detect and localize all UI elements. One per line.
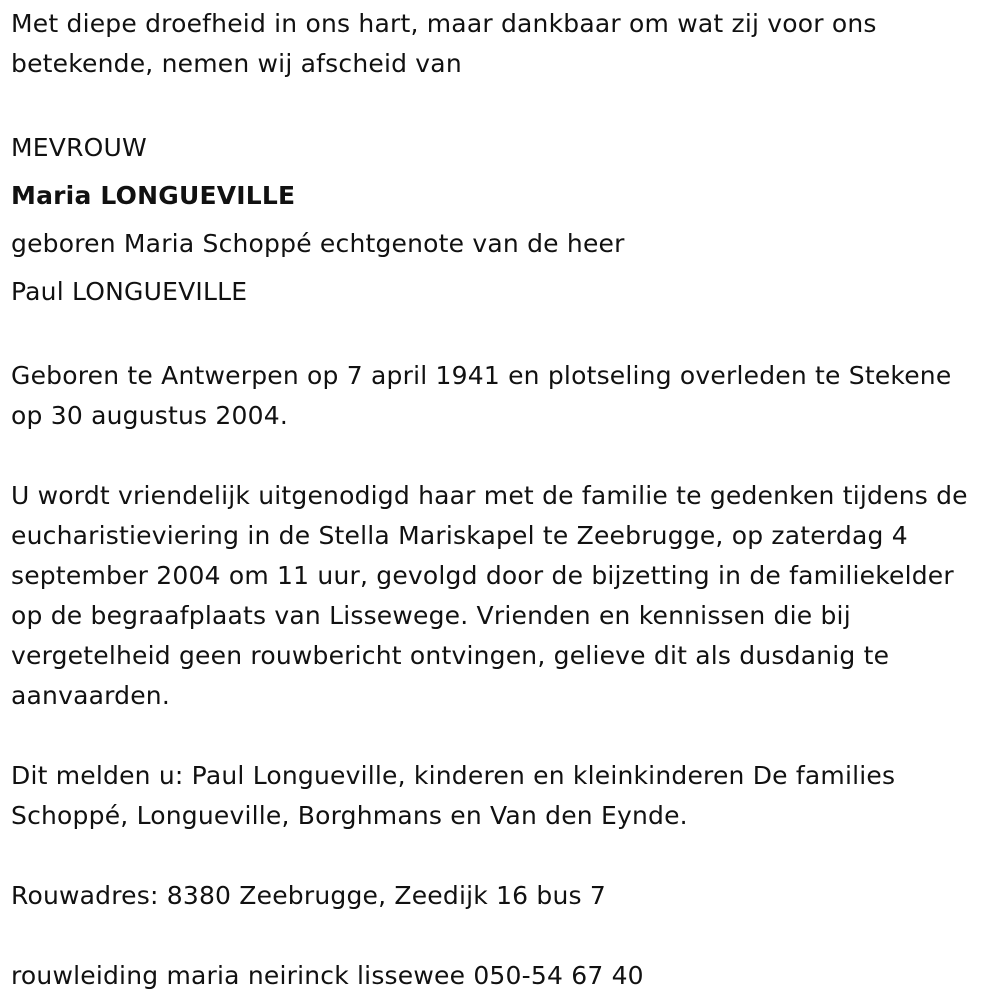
funeral-director: rouwleiding maria neirinck lissewee 050-54 67 40 <box>11 961 644 990</box>
mourning-address: Rouwadres: 8380 Zeebrugge, Zeedijk 16 bus 7 <box>11 881 607 910</box>
spacer <box>11 716 991 756</box>
invitation-text: U wordt vriendelijk uitgenodigd haar met de familie te gedenken tijdens de eucharistieviering in de Stella Mariskapel te Zeebrugge, op zaterdag 4 september 2004 om 11 uur, gevolgd door de bijzetting in de familiekelder op de begraafplaats van Lissewege. Vrienden en kennissen die bij vergetelheid geen rouwbericht ontvingen, gelieve dit als dusdanig te aanvaarden. <box>11 481 968 710</box>
spacer <box>11 316 991 356</box>
deceased-name: Maria LONGUEVILLE <box>11 181 296 210</box>
spacer <box>11 836 991 876</box>
obituary-notice <box>11 0 991 996</box>
spacer <box>11 84 991 124</box>
honorific: MEVROUW <box>11 133 147 162</box>
dates-text: Geboren te Antwerpen op 7 april 1941 en plotseling overleden te Stekene op 30 augustus 2004. <box>11 361 952 430</box>
spacer <box>11 916 991 956</box>
birth-name-line: geboren Maria Schoppé echtgenote van de heer <box>11 229 625 258</box>
spacer <box>11 436 991 476</box>
spouse-name: Paul LONGUEVILLE <box>11 277 248 306</box>
announced-by-text: Dit melden u: Paul Longueville, kinderen en kleinkinderen De families Schoppé, Longueville, Borghmans en Van den Eynde. <box>11 761 896 830</box>
intro-text: Met diepe droefheid in ons hart, maar dankbaar om wat zij voor ons betekende, nemen wij afscheid van <box>11 9 877 78</box>
